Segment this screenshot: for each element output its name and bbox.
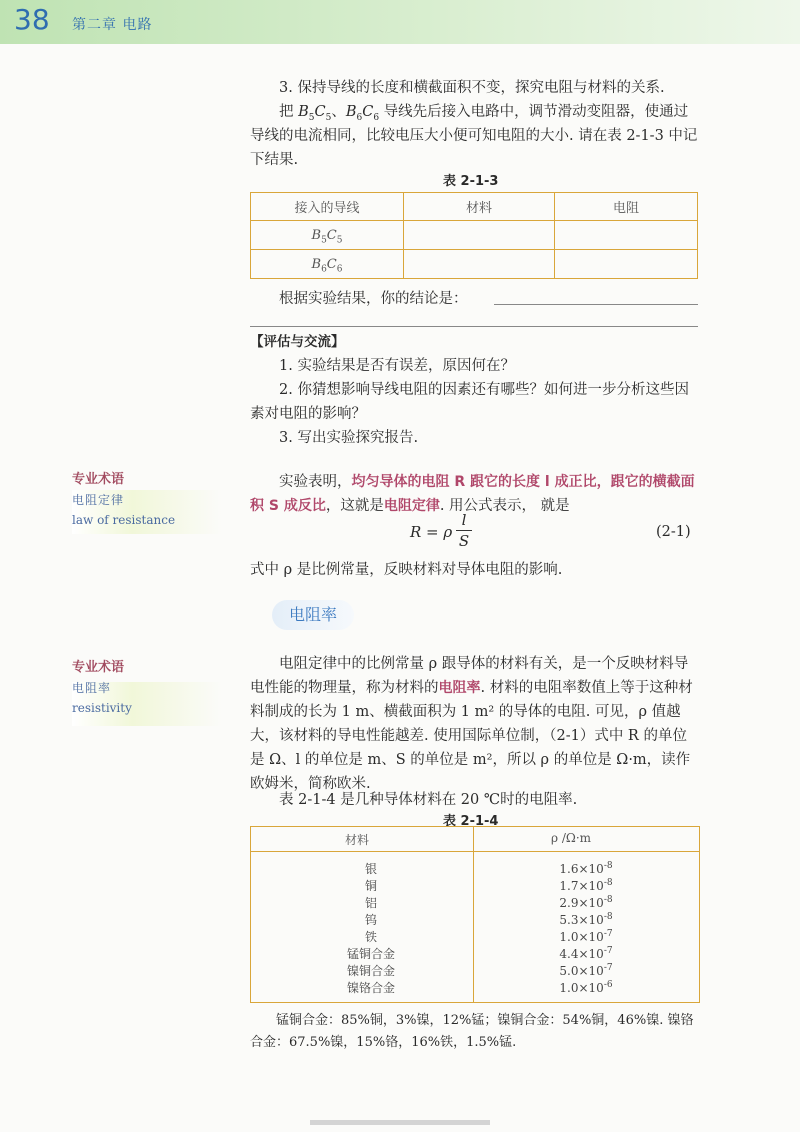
table-213-cell[interactable] <box>404 250 555 279</box>
conclusion-prompt: 根据实验结果，你的结论是： <box>279 291 468 307</box>
page-number: 38 <box>14 3 50 36</box>
evaluation-item: 3. 写出实验探究报告. <box>279 430 419 446</box>
table-213-header: 材料 <box>404 193 555 221</box>
rho-cell: $1.0\times 10^{-7}$ <box>559 929 613 944</box>
page-header <box>0 0 800 44</box>
table-214-caption: 表 2-1-4 <box>443 814 499 829</box>
table-213-cell[interactable] <box>555 221 698 250</box>
term-english: law of resistance <box>72 513 176 527</box>
table-214-header-material: 材料 <box>345 833 370 847</box>
resistivity-paragraph: 电阻定律中的比例常量 ρ 跟导体的材料有关，是一个反映材料导电性能的物理量，称为材料的电阻率. 材料的电阻率数值上等于这种材料制成的长为 1 m、横截面积为 1 m² 的导体的电阻. 可见，ρ 值越大，该材料的导电性能越差. 使用国际单位制，（2-1）式中 R 的单位是 Ω、l 的单位是 m、S 的单位是 m²，所以 ρ 的单位是 Ω·m，读作欧姆米，简称欧米. <box>250 656 693 792</box>
material-cell: 铜 <box>364 879 377 893</box>
rho-cell: $5.3\times 10^{-8}$ <box>559 912 613 927</box>
table-213-wire: $B_6C_6$ <box>251 250 404 279</box>
term-heading: 专业术语 <box>72 660 125 675</box>
table-213-caption: 表 2-1-3 <box>443 174 499 189</box>
alloy-footnote: 锰铜合金：85%铜，3%镍，12%锰；镍铜合金：54%铜，46%镍. 镍铬合金：67.5%镍，15%铬，16%铁，1.5%锰. <box>250 1013 694 1050</box>
rho-cell: $5.0\times 10^{-7}$ <box>559 963 613 978</box>
table-213-cell[interactable] <box>404 221 555 250</box>
evaluation-title: 【评估与交流】 <box>250 334 345 350</box>
term-box-resistance-law <box>72 470 222 530</box>
equation-number: (2-1) <box>656 524 691 540</box>
material-cell: 镍铜合金 <box>346 964 395 978</box>
resistance-formula: R = ρ l S <box>410 510 500 556</box>
rho-cell: $1.6\times 10^{-8}$ <box>559 861 613 876</box>
term-chinese: 电阻率 <box>72 681 112 695</box>
table-213-cell[interactable] <box>555 250 698 279</box>
conclusion-answer-line[interactable] <box>494 304 698 305</box>
table-214 <box>250 826 700 1003</box>
table-214-header-rho: ρ /Ω·m <box>551 831 592 845</box>
material-cell: 铝 <box>364 896 377 910</box>
step3-title: 3. 保持导线的长度和横截面积不变，探究电阻与材料的关系. <box>279 80 665 96</box>
table-213 <box>250 192 698 279</box>
law-name-highlight: 电阻定律 <box>383 498 440 514</box>
resistance-law-paragraph: 实验表明，均匀导体的电阻 R 跟它的长度 l 成正比，跟它的横截面积 S 成反比，这就是电阻定律. 用公式表示， 就是 <box>250 474 695 514</box>
term-english: resistivity <box>72 701 132 715</box>
rho-cell: $4.4\times 10^{-7}$ <box>559 946 613 961</box>
material-cell: 银 <box>364 862 377 876</box>
evaluation-item: 2. 你猜想影响导线电阻的因素还有哪些？如何进一步分析这些因素对电阻的影响？ <box>250 382 689 422</box>
term-box-resistivity <box>72 658 222 718</box>
rho-cell: $1.7\times 10^{-8}$ <box>559 878 613 893</box>
rho-cell: $1.0\times 10^{-6}$ <box>559 980 613 995</box>
material-cell: 镍铬合金 <box>346 981 395 995</box>
table-214-values <box>541 861 631 997</box>
evaluation-item: 1. 实验结果是否有误差，原因何在？ <box>279 358 515 374</box>
law-highlight: 均匀导体的电阻 R 跟它的长度 l 成正比，跟它的横截面积 S 成反比 <box>250 474 695 514</box>
table-214-materials <box>321 861 421 997</box>
rho-cell: $2.9\times 10^{-8}$ <box>559 895 613 910</box>
resistivity-table-intro: 表 2-1-4 是几种导体材料在 20 ℃时的电阻率. <box>279 792 578 808</box>
material-cell: 钨 <box>364 913 377 927</box>
chapter-title: 第二章 电路 <box>72 17 153 33</box>
section-title: 电阻率 <box>272 600 354 630</box>
table-213-wire: $B_5C_5$ <box>251 221 404 250</box>
term-chinese: 电阻定律 <box>72 493 125 507</box>
material-cell: 铁 <box>364 930 377 944</box>
resistivity-highlight: 电阻率 <box>438 680 481 696</box>
table-213-header: 接入的导线 <box>251 193 404 221</box>
footer-bar <box>310 1120 490 1125</box>
step3-body: 把 $B_5C_5$、$B_6C_6$ 导线先后接入电路中，调节滑动变阻器，使通过导线的电流相同，比较电压大小便可知电阻的大小. 请在表 2-1-3 中记下结果. <box>250 104 698 168</box>
material-cell: 锰铜合金 <box>346 947 395 961</box>
rho-explanation: 式中 ρ 是比例常量，反映材料对导体电阻的影响. <box>250 562 563 578</box>
term-heading: 专业术语 <box>72 472 125 487</box>
conclusion-answer-line-2[interactable] <box>250 326 698 327</box>
table-213-header: 电阻 <box>555 193 698 221</box>
page-footer <box>0 1112 800 1132</box>
